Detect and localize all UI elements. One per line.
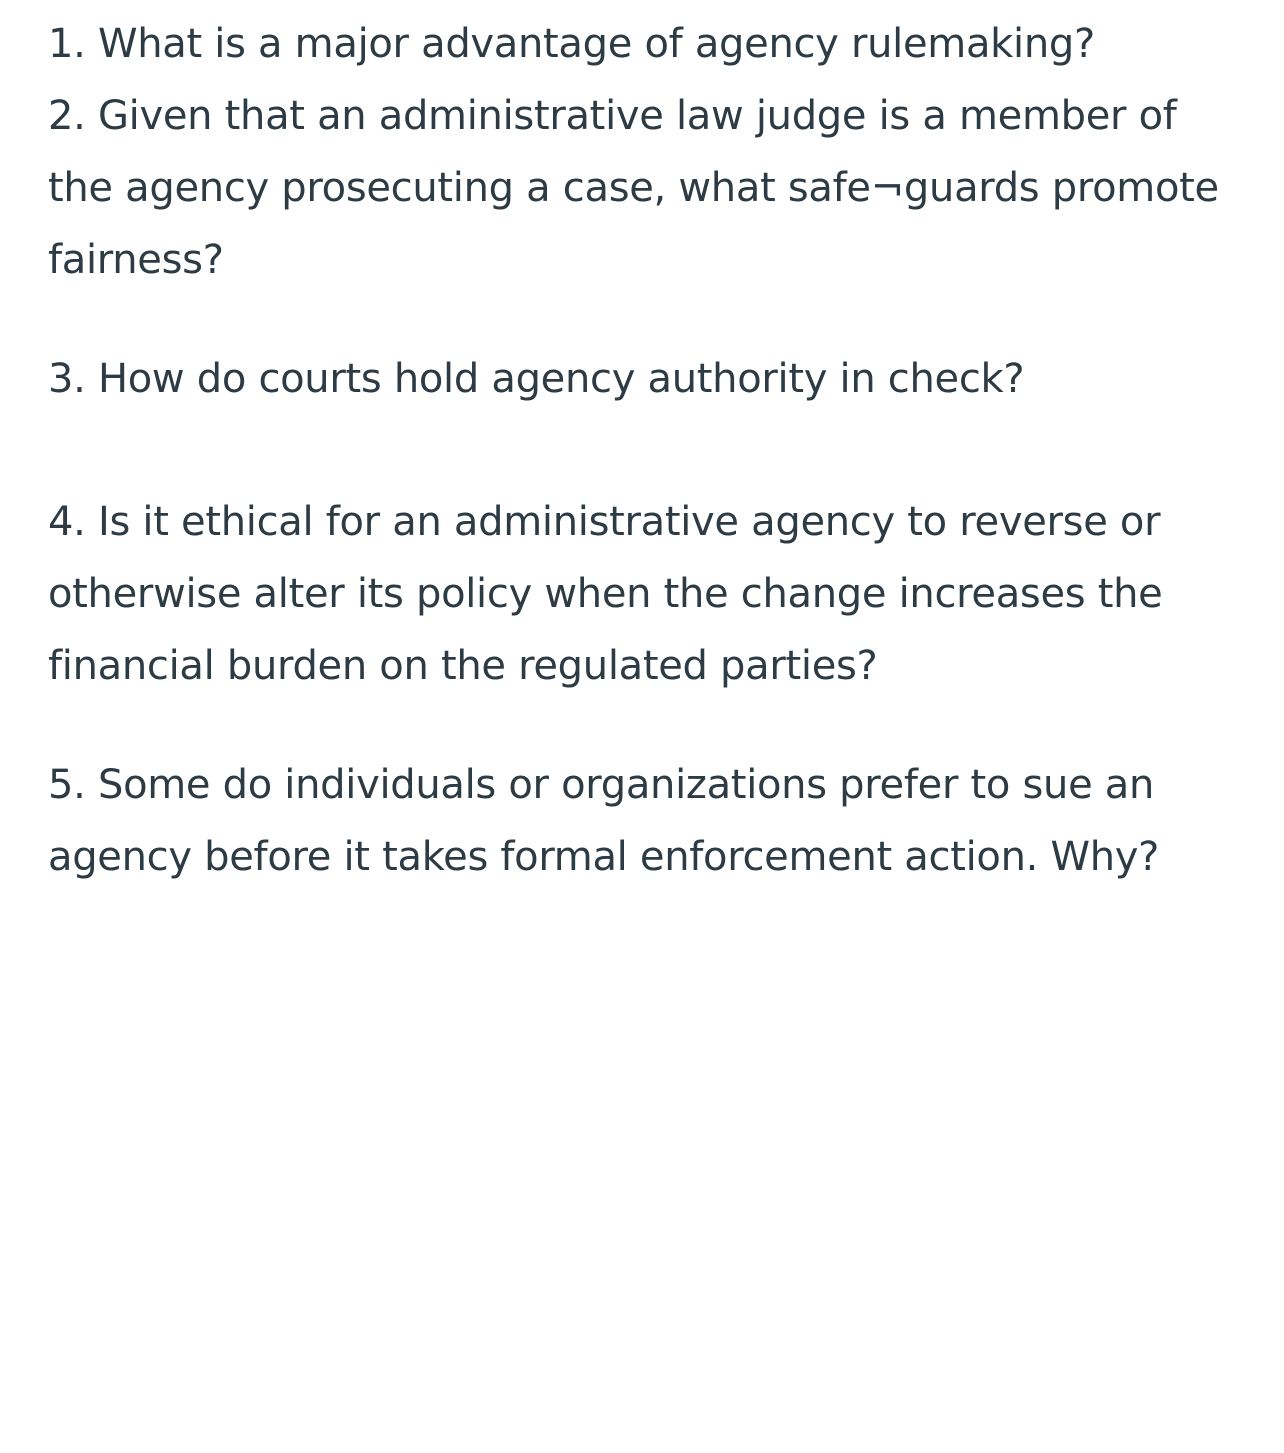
question-5: 5. Some do individuals or organizations prefer to sue an agency before it takes formal enforcement action. Why? — [48, 762, 1160, 880]
question-3: 3. How do courts hold agency authority in check? — [48, 356, 1025, 402]
question-4: 4. Is it ethical for an administrative agency to reverse or otherwise alter its policy when the change increases the financial burden on the regulated parties? — [48, 499, 1163, 689]
question-2: 2. Given that an administrative law judge is a member of the agency prosecuting a case, what safe¬guards promote fairness? — [48, 93, 1219, 283]
question-1: 1. What is a major advantage of agency rulemaking? — [48, 21, 1095, 67]
question-document — [48, 8, 1248, 893]
